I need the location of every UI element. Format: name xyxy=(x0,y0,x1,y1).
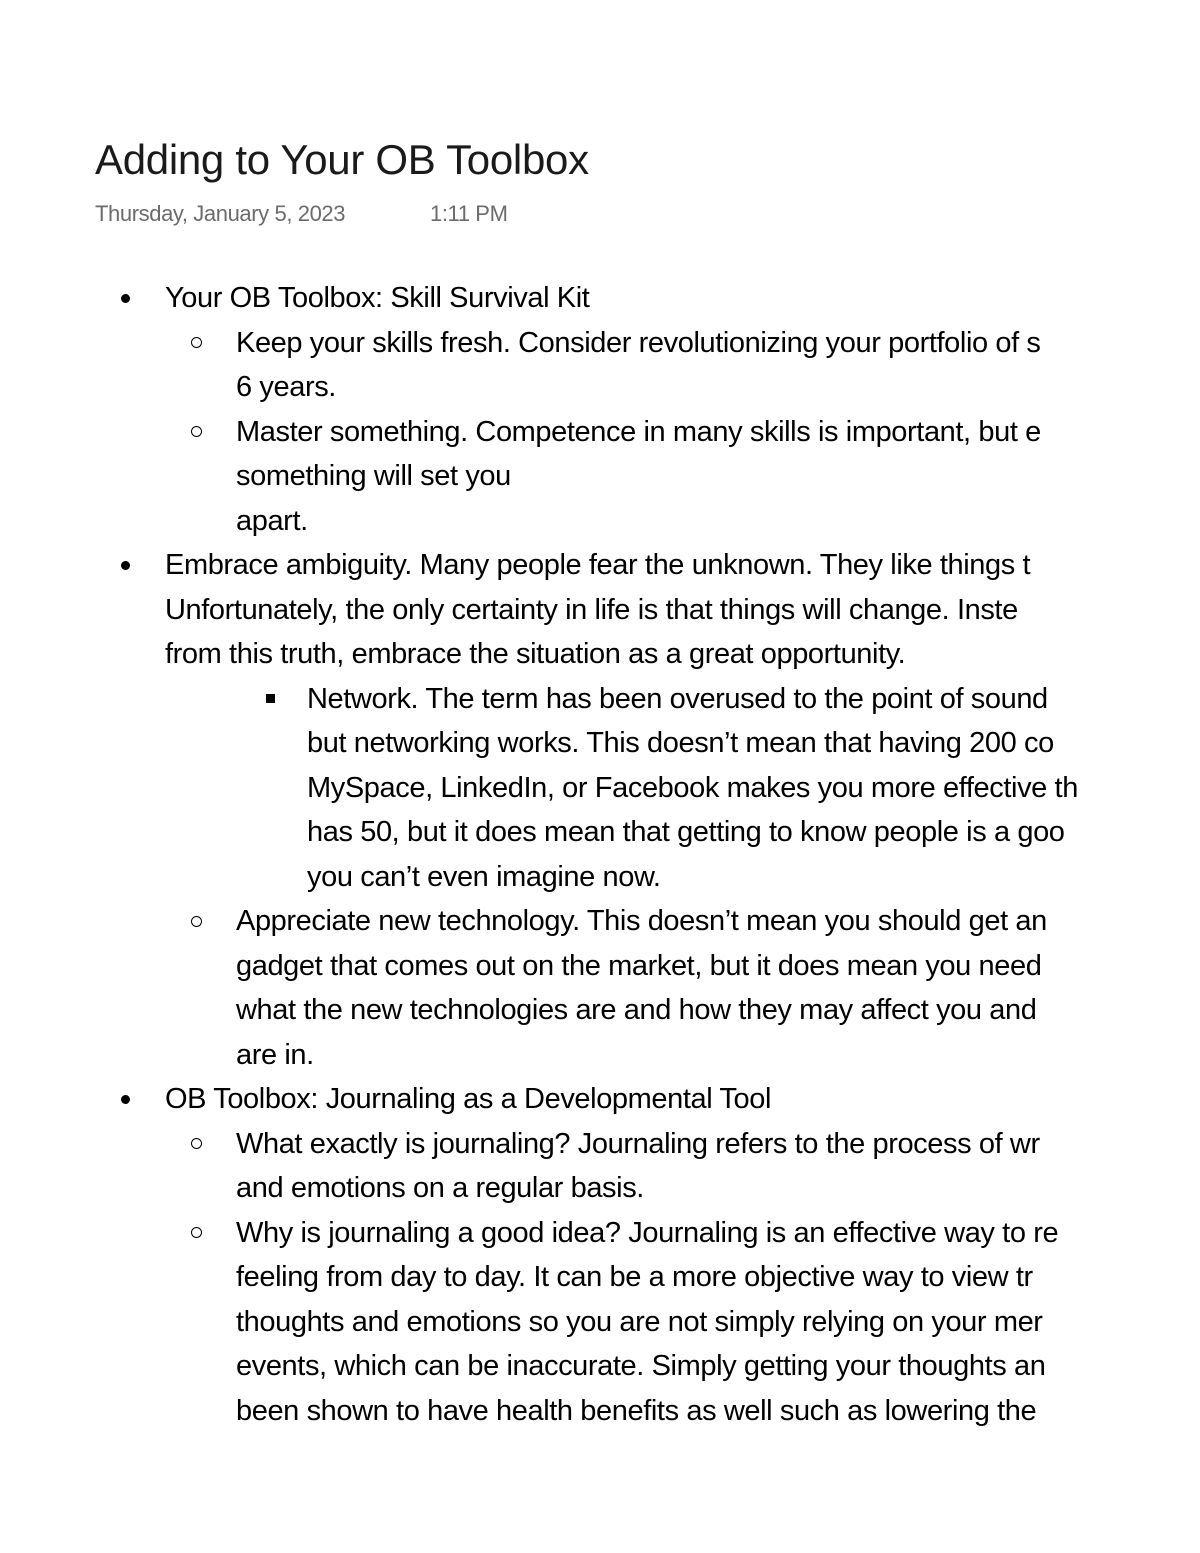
outline-item-line: feeling from day to day. It can be a more objective way to view tr xyxy=(236,1261,1033,1293)
disc-bullet-icon xyxy=(115,1077,135,1122)
outline-item-line: OB Toolbox: Journaling as a Developmental Tool xyxy=(165,1083,772,1115)
outline-item-line: events, which can be inaccurate. Simply getting your thoughts an xyxy=(236,1350,1046,1382)
circle-bullet-icon xyxy=(186,321,206,366)
disc-bullet-icon xyxy=(115,276,135,321)
outline-item-line: from this truth, embrace the situation as a great opportunity. xyxy=(165,638,906,670)
note-outline xyxy=(0,276,1200,1433)
outline-item xyxy=(0,677,1200,900)
page-date: Thursday, January 5, 2023 xyxy=(95,201,346,226)
outline-item-line: Why is journaling a good idea? Journaling is an effective way to re xyxy=(236,1216,1059,1249)
outline-item-line: Embrace ambiguity. Many people fear the unknown. They like things t xyxy=(165,549,1031,581)
outline-item-line: Master something. Competence in many skills is important, but e xyxy=(236,415,1041,448)
outline-item-line: has 50, but it does mean that getting to know people is a goo xyxy=(307,816,1065,848)
outline-item-line: thoughts and emotions so you are not simply relying on your mer xyxy=(236,1305,1043,1338)
outline-item xyxy=(0,1077,1200,1122)
outline-item-line: gadget that comes out on the market, but it does mean you need xyxy=(236,949,1042,982)
outline-item-line: apart. xyxy=(236,504,308,537)
outline-item-line: you can’t even imagine now. xyxy=(307,860,661,893)
circle-bullet-icon xyxy=(186,1122,206,1167)
outline-item-line: Your OB Toolbox: Skill Survival Kit xyxy=(165,282,590,314)
disc-bullet-icon xyxy=(115,543,135,588)
circle-bullet-icon xyxy=(186,1211,206,1256)
outline-item xyxy=(0,321,1200,410)
outline-item-line: what the new technologies are and how they may affect you and xyxy=(236,994,1037,1026)
outline-item-line: Unfortunately, the only certainty in life is that things will change. Inste xyxy=(165,593,1018,626)
outline-item xyxy=(0,1122,1200,1211)
outline-item-line: and emotions on a regular basis. xyxy=(236,1172,644,1204)
outline-item xyxy=(0,1211,1200,1434)
outline-item-line: are in. xyxy=(236,1038,314,1071)
square-bullet-icon xyxy=(260,677,280,722)
outline-item-line: Network. The term has been overused to the point of sound xyxy=(307,682,1048,715)
outline-item-line: been shown to have health benefits as well such as lowering the xyxy=(236,1394,1037,1427)
outline-item-line: MySpace, LinkedIn, or Facebook makes you more effective th xyxy=(307,771,1078,804)
page-title: Adding to Your OB Toolbox xyxy=(95,136,589,183)
outline-item-line: 6 years. xyxy=(236,371,336,403)
outline-item xyxy=(0,410,1200,544)
outline-item-line: Keep your skills fresh. Consider revolutionizing your portfolio of s xyxy=(236,326,1041,359)
outline-item xyxy=(0,899,1200,1077)
page-time: 1:11 PM xyxy=(430,201,508,226)
outline-item xyxy=(0,276,1200,321)
circle-bullet-icon xyxy=(186,899,206,944)
outline-item-line: but networking works. This doesn’t mean that having 200 co xyxy=(307,727,1054,759)
outline-item xyxy=(0,543,1200,677)
outline-item-line: What exactly is journaling? Journaling refers to the process of wr xyxy=(236,1127,1040,1160)
outline-item-line: Appreciate new technology. This doesn’t mean you should get an xyxy=(236,905,1047,937)
outline-item-line: something will set you xyxy=(236,460,511,492)
circle-bullet-icon xyxy=(186,410,206,455)
